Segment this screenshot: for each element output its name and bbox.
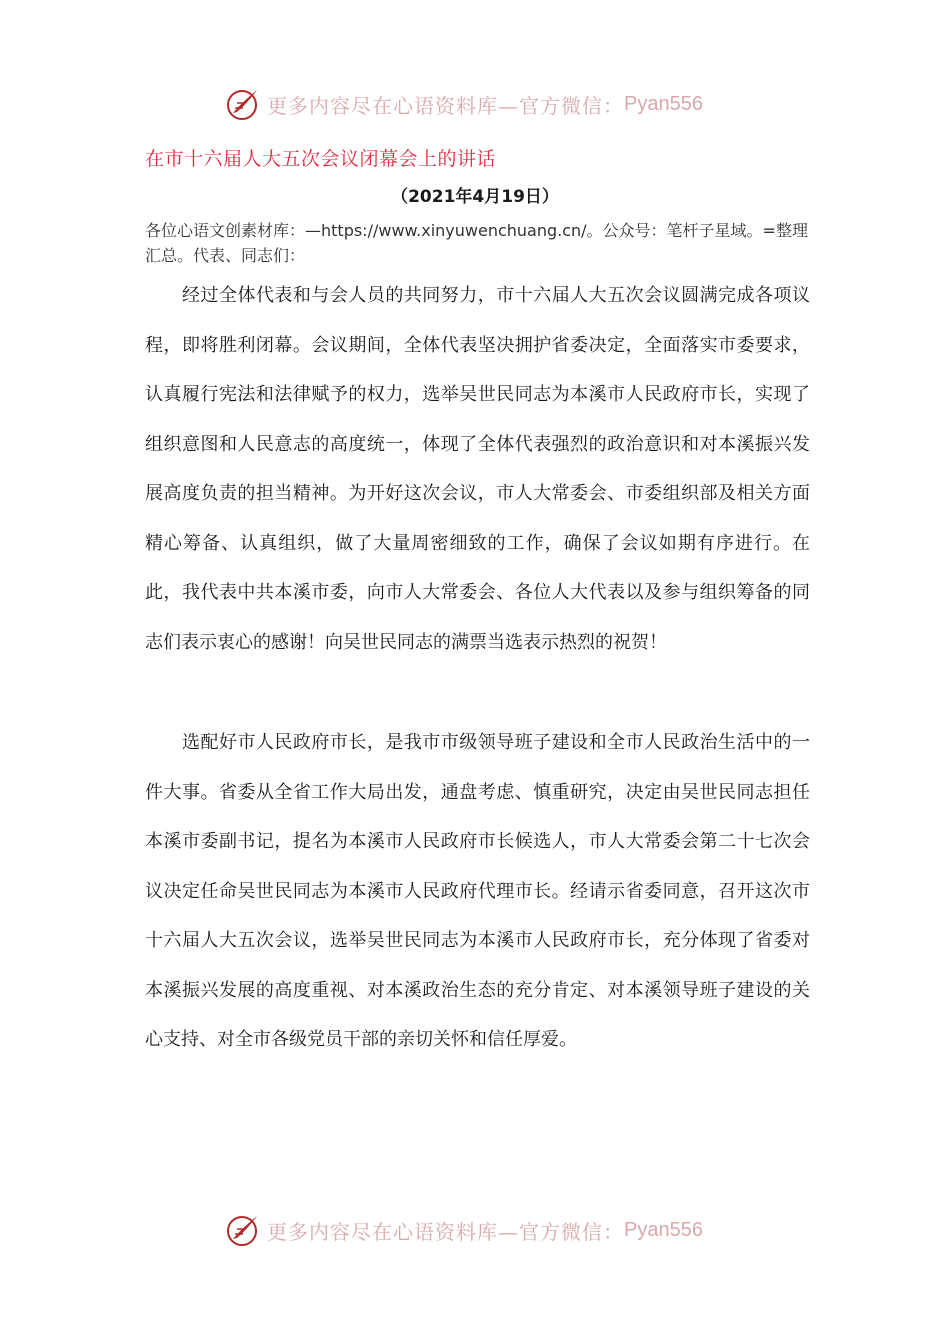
quill-logo-icon bbox=[225, 1212, 261, 1248]
banner-wechat-id: Pyan556 bbox=[624, 1218, 703, 1241]
footer-banner bbox=[225, 1210, 745, 1250]
intro-text: 各位心语文创素材库：—https://www.xinyuwenchuang.cn/。公众号：笔杆子星域。=整理汇总。代表、同志们： bbox=[145, 221, 808, 265]
banner-text: 更多内容尽在心语资料库—官方微信： bbox=[267, 93, 624, 118]
body-paragraph-2: 选配好市人民政府市长，是我市市级领导班子建设和全市人民政治生活中的一件大事。省委从全省工作大局出发，通盘考虑、慎重研究，决定由吴世民同志担任本溪市委副书记，提名为本溪市人民政府市长候选人，市人大常委会第二十七次会议决定任命吴世民同志为本溪市人民政府代理市长。经请示省委同意，召开这次市十六届人大五次会议，选举吴世民同志为本溪市人民政府市长，充分体现了省委对本溪振兴发展的高度重视、对本溪政治生态的充分肯定、对本溪领导班子建设的关心支持、对全市各级党员干部的亲切关怀和信任厚爱。 bbox=[145, 732, 810, 1050]
header-banner bbox=[225, 84, 745, 124]
document-title: 在市十六届人大五次会议闭幕会上的讲话 bbox=[145, 148, 497, 170]
banner-wechat-id: Pyan556 bbox=[624, 92, 703, 115]
banner-text: 更多内容尽在心语资料库—官方微信： bbox=[267, 1219, 624, 1244]
quill-logo-icon bbox=[225, 86, 261, 122]
body-paragraph-1: 经过全体代表和与会人员的共同努力，市十六届人大五次会议圆满完成各项议程，即将胜利闭幕。会议期间，全体代表坚决拥护省委决定，全面落实市委要求，认真履行宪法和法律赋予的权力，选举吴世民同志为本溪市人民政府市长，实现了组织意图和人民意志的高度统一，体现了全体代表强烈的政治意识和对本溪振兴发展高度负责的担当精神。为开好这次会议，市人大常委会、市委组织部及相关方面精心筹备、认真组织，做了大量周密细致的工作，确保了会议如期有序进行。在此，我代表中共本溪市委，向市人大常委会、各位人大代表以及参与组织筹备的同志们表示衷心的感谢！向吴世民同志的满票当选表示热烈的祝贺！ bbox=[145, 285, 810, 653]
document-date: （2021年4月19日） bbox=[391, 187, 559, 207]
